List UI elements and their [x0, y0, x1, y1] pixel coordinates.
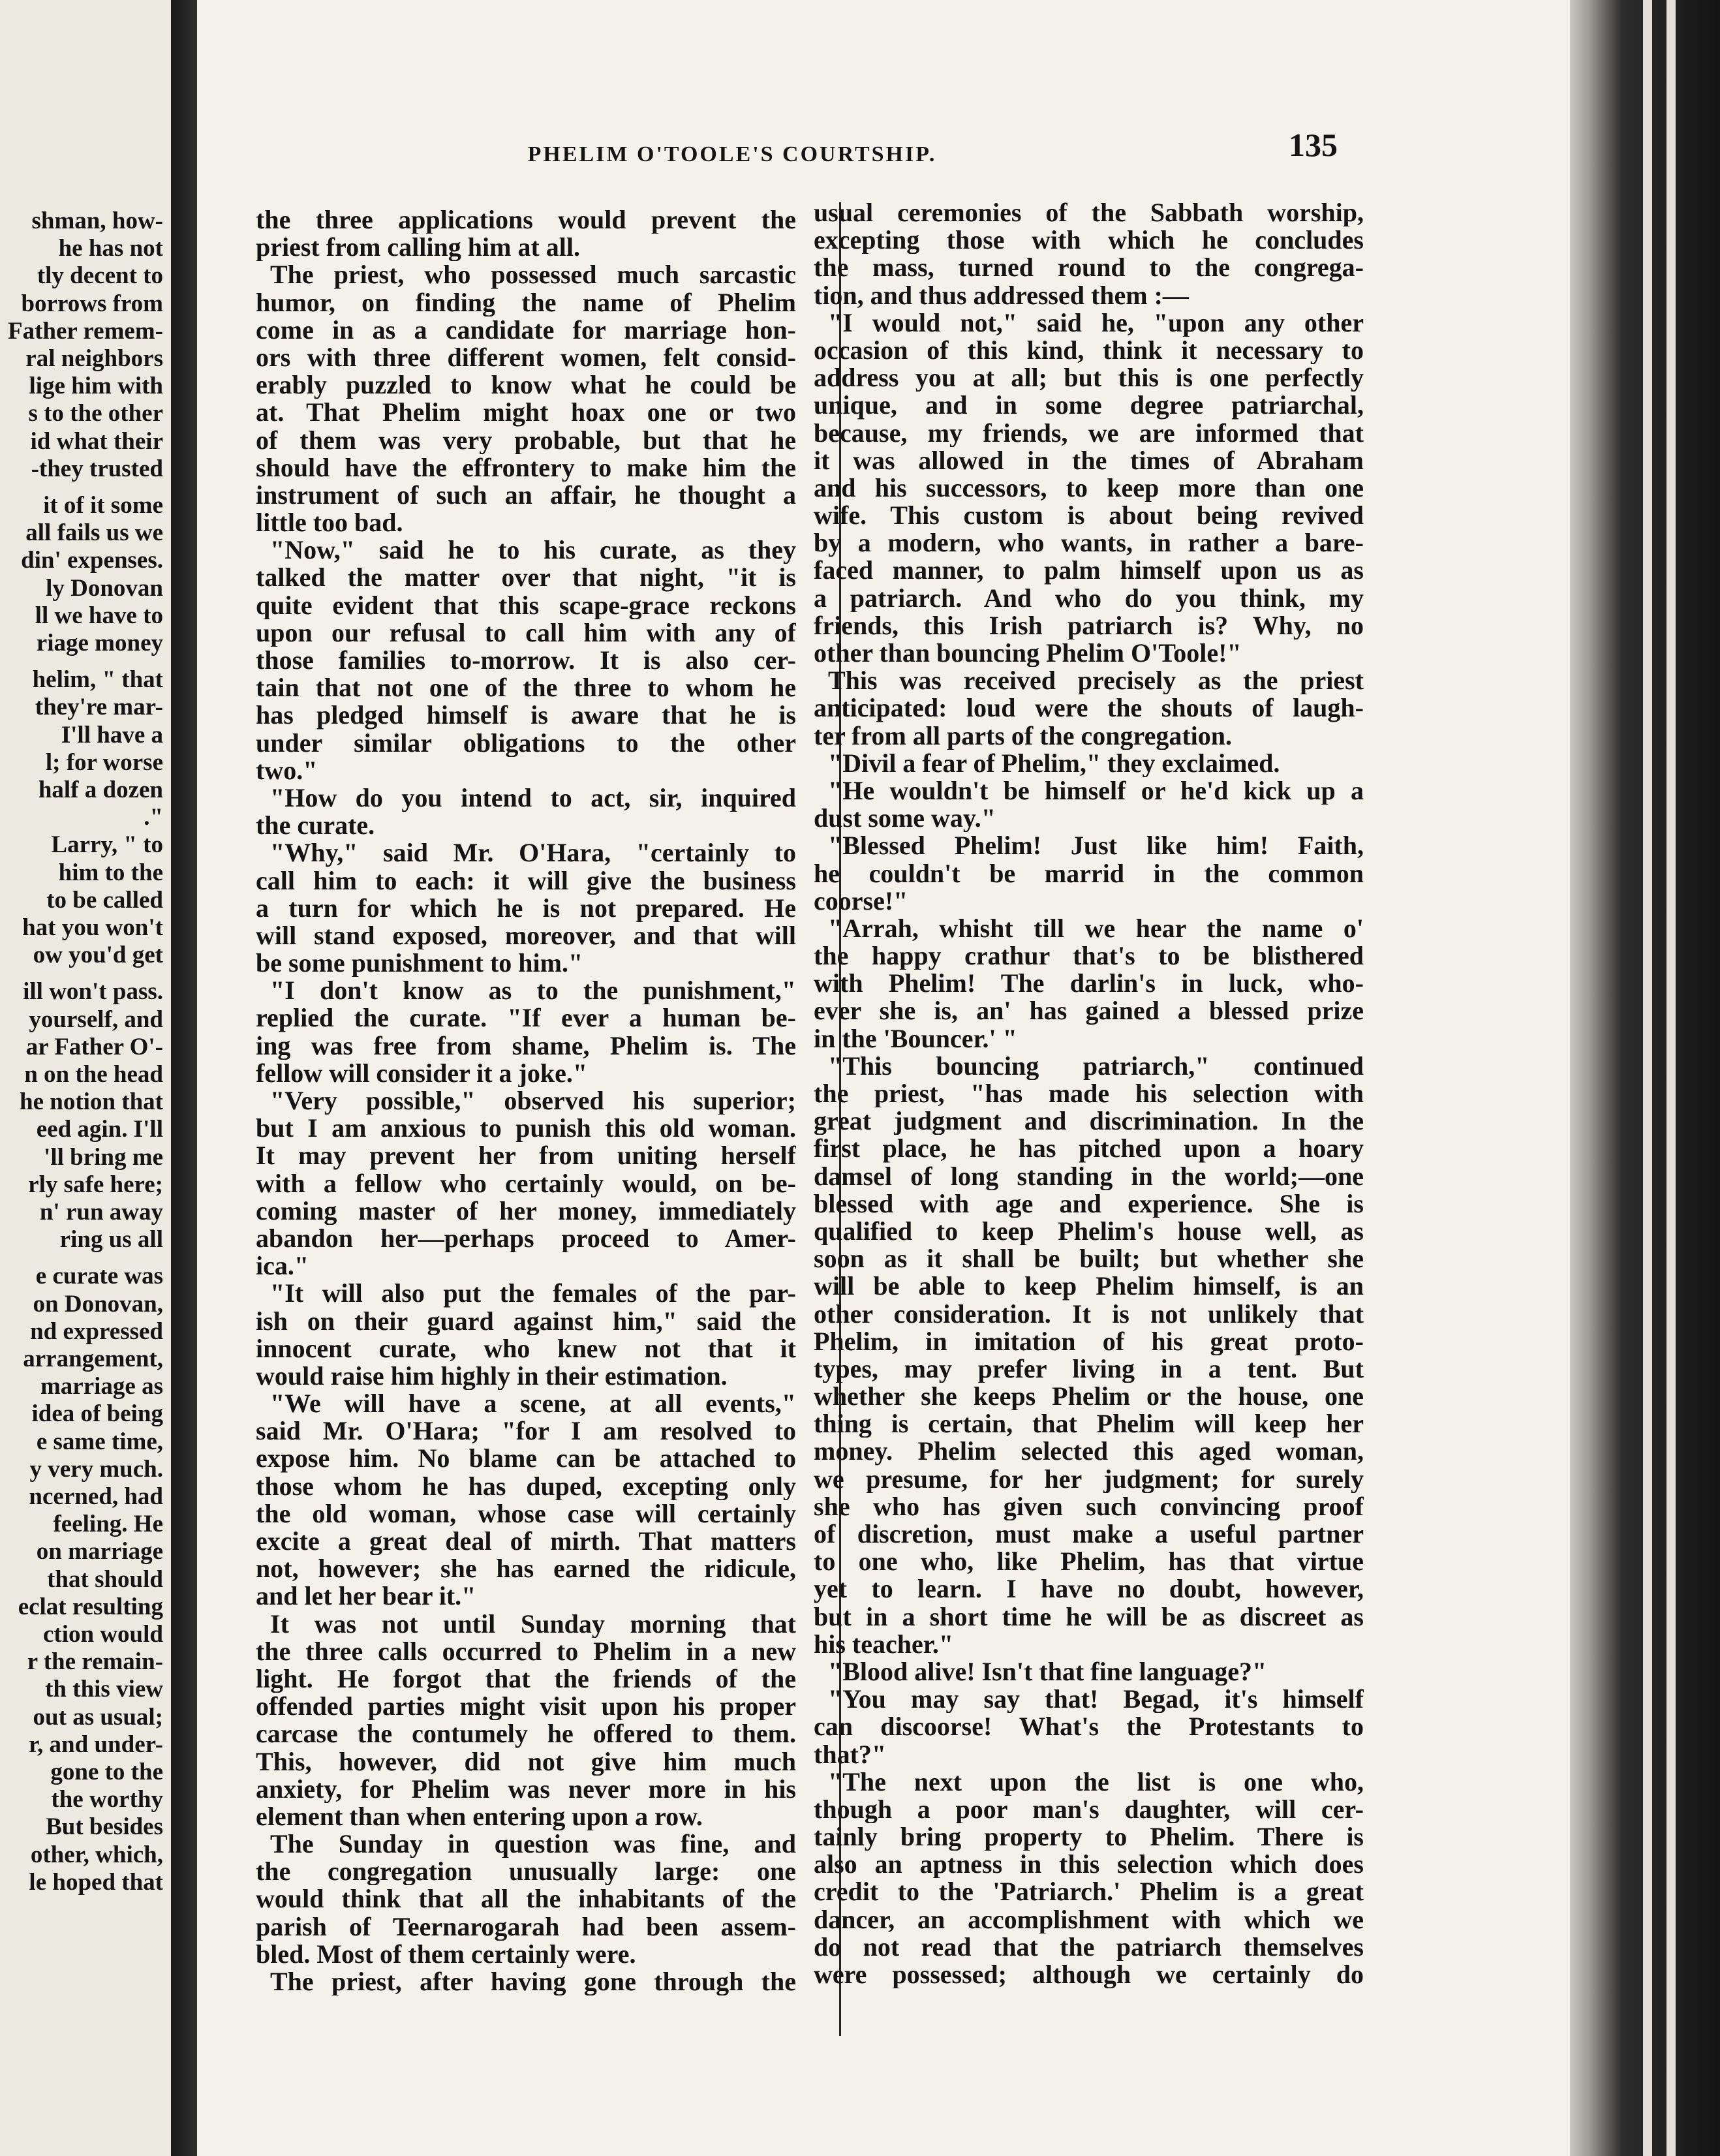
text-line: the mass, turned round to the congrega-: [814, 254, 1364, 282]
text-line: usual ceremonies of the Sabbath worship,: [814, 199, 1364, 227]
text-line: "This bouncing patriarch," continued: [828, 1052, 1364, 1080]
text-line: a patriarch. And who do you think, my: [814, 584, 1364, 612]
text-line: his teacher.": [814, 1630, 954, 1658]
page-edge: [1570, 0, 1720, 2156]
text-line: tain that not one of the three to whom he: [256, 674, 796, 702]
text-line: types, may prefer living in a tent. But: [814, 1355, 1364, 1383]
fragment-line: r, and under-: [29, 1731, 163, 1758]
text-line: and his successors, to keep more than one: [814, 474, 1364, 502]
fragment-line: -they trusted: [31, 455, 163, 482]
text-line: yet to learn. I have no doubt, however,: [814, 1575, 1364, 1603]
text-line: wife. This custom is about being revived: [814, 502, 1364, 530]
book-gutter: [171, 0, 197, 2156]
text-line: excite a great deal of mirth. That matters: [256, 1528, 796, 1556]
text-line: will stand exposed, moreover, and that will: [256, 921, 796, 950]
text-line: dancer, an accomplishment with which we: [814, 1905, 1364, 1933]
text-line: anticipated: loud were the shouts of laugh-: [814, 694, 1364, 722]
text-line: "Why," said Mr. O'Hara, "certainly to: [270, 839, 796, 867]
fragment-line: to be called: [46, 886, 163, 914]
text-line: first place, he has pitched upon a hoary: [814, 1135, 1364, 1163]
fragment-line: din' expenses.: [21, 547, 163, 574]
text-line: "I don't know as to the punishment,": [270, 977, 796, 1005]
fragment-line: it of it some: [43, 492, 163, 519]
text-line: address you at all; but this is one perfectly: [814, 364, 1364, 392]
text-line: a turn for which he is not prepared. He: [256, 894, 796, 922]
text-line: thing is certain, that Phelim will keep her: [814, 1410, 1364, 1438]
text-line: money. Phelim selected this aged woman,: [814, 1438, 1364, 1466]
fragment-line: on marriage: [36, 1538, 163, 1565]
text-line: said Mr. O'Hara; "for I am resolved to: [256, 1417, 796, 1445]
text-line: "Now," said he to his curate, as they: [270, 536, 796, 564]
text-line: instrument of such an affair, he thought a: [256, 481, 796, 510]
text-line: it was allowed in the times of Abraham: [814, 446, 1364, 474]
fragment-line: half a dozen: [38, 777, 163, 803]
text-line: upon our refusal to call him with any of: [256, 619, 796, 647]
fragment-line: s to the other: [28, 400, 163, 427]
text-line: qualified to keep Phelim's house well, as: [814, 1217, 1364, 1246]
text-line: erably puzzled to know what he could be: [256, 371, 796, 399]
fragment-line: ly Donovan: [46, 574, 163, 602]
fragment-line: riage money: [36, 630, 163, 656]
text-line: the curate.: [256, 812, 375, 840]
text-line: he couldn't be marrid in the common: [814, 859, 1364, 887]
fragment-line: th this view: [45, 1676, 163, 1703]
text-line: abandon her—perhaps proceed to Amer-: [256, 1224, 796, 1253]
text-line: "He wouldn't be himself or he'd kick up a: [828, 777, 1364, 805]
fragment-line: eclat resulting: [18, 1593, 163, 1620]
text-line: fellow will consider it a joke.": [256, 1059, 588, 1087]
fragment-line: 'll bring me: [44, 1143, 163, 1171]
text-line: be some punishment to him.": [256, 949, 583, 978]
fragment-line: helim, " that: [32, 666, 163, 694]
fragment-line: hat you won't: [22, 914, 163, 941]
text-line: whether she keeps Phelim or the house, one: [814, 1383, 1364, 1411]
text-line: "It will also put the females of the par-: [270, 1280, 796, 1308]
fragment-line: eed agin. I'll: [36, 1116, 163, 1143]
text-line: "Blessed Phelim! Just like him! Faith,: [828, 832, 1364, 860]
fragment-line: id what their: [30, 427, 163, 455]
fragment-line: n' run away: [39, 1199, 163, 1225]
fragment-line: arrangement,: [23, 1346, 163, 1372]
text-line: occasion of this kind, think it necessary to: [814, 336, 1364, 365]
fragment-line: that should: [47, 1565, 163, 1593]
text-line: blessed with age and experience. She is: [814, 1190, 1364, 1218]
text-line: priest from calling him at all.: [256, 234, 580, 262]
text-line: the three applications would prevent the: [256, 206, 796, 234]
fragment-line: feeling. He: [53, 1511, 163, 1538]
fragment-line: .": [144, 804, 163, 831]
text-line: the congregation unusually large: one: [256, 1858, 796, 1886]
text-line: tainly bring property to Phelim. There is: [814, 1823, 1364, 1851]
text-line: were possessed; although we certainly do: [814, 1961, 1364, 1989]
text-line: The priest, who possessed much sarcastic: [270, 261, 796, 289]
text-line: "How do you intend to act, sir, inquired: [270, 784, 796, 812]
text-line: coming master of her money, immediately: [256, 1197, 796, 1225]
facing-page-fragment: [0, 0, 171, 2156]
text-line: can discoorse! What's the Protestants to: [814, 1713, 1364, 1741]
text-line: great judgment and discrimination. In the: [814, 1107, 1364, 1135]
fragment-line: the worthy: [51, 1786, 163, 1813]
text-line: dust some way.": [814, 805, 996, 833]
text-line: would think that all the inhabitants of the: [256, 1885, 796, 1913]
text-line: carcase the contumely he offered to them.: [256, 1720, 796, 1748]
fragment-line: I'll have a: [61, 721, 163, 748]
page-number: 135: [1289, 127, 1338, 163]
text-line: will be able to keep Phelim himself, is an: [814, 1272, 1364, 1301]
text-line: call him to each: it will give the business: [256, 867, 796, 895]
text-line: but in a short time he will be as discreet as: [814, 1603, 1364, 1631]
text-line: friends, this Irish patriarch is? Why, no: [814, 611, 1364, 639]
text-line: element than when entering upon a row.: [256, 1802, 703, 1831]
text-line: the happy crathur that's to be blisthered: [814, 942, 1364, 970]
text-line: and let her bear it.": [256, 1582, 476, 1610]
fragment-line: Father remem-: [8, 317, 163, 345]
fragment-line: nd expressed: [30, 1317, 163, 1345]
fragment-line: shman, how-: [31, 208, 163, 234]
text-column-right: [814, 199, 1364, 1988]
text-line: of discretion, must make a useful partner: [814, 1520, 1364, 1548]
text-line: This was received precisely as the priest: [828, 667, 1364, 695]
text-line: those whom he has duped, excepting only: [256, 1472, 796, 1500]
fragment-line: ll we have to: [35, 602, 163, 629]
text-line: anxiety, for Phelim was never more in his: [256, 1775, 796, 1803]
fragment-line: ction would: [42, 1621, 163, 1648]
text-line: the old woman, whose case will certainly: [256, 1500, 796, 1528]
fragment-line: ar Father O'-: [25, 1033, 163, 1060]
text-line: ors with three different women, felt consid-: [256, 343, 796, 372]
text-line: credit to the 'Patriarch.' Phelim is a great: [814, 1878, 1364, 1906]
text-line: "Divil a fear of Phelim," they exclaimed.: [828, 749, 1280, 777]
fragment-line: r the remain-: [27, 1648, 163, 1676]
text-line: with a fellow who certainly would, on be-: [256, 1169, 796, 1197]
fragment-line: him to the: [58, 859, 163, 886]
fragment-line: all fails us we: [25, 519, 163, 547]
fragment-line: he notion that: [20, 1088, 163, 1116]
text-line: come in as a candidate for marriage hon-: [256, 316, 796, 344]
text-line: parish of Teernarogarah had been assem-: [256, 1913, 796, 1941]
fragment-line: out as usual;: [33, 1703, 163, 1731]
page-edge-stripe: [1666, 0, 1676, 2156]
fragment-line: ring us all: [59, 1226, 163, 1254]
fragment-line: e curate was: [35, 1263, 163, 1290]
text-line: the priest, "has made his selection with: [814, 1080, 1364, 1108]
text-line: we presume, for her judgment; for surely: [814, 1465, 1364, 1493]
text-line: with Phelim! The darlin's in luck, who-: [814, 970, 1364, 998]
text-line: those families to-morrow. It is also cer-: [256, 647, 796, 675]
fragment-line: borrows from: [21, 290, 163, 317]
text-line: at. That Phelim might hoax one or two: [256, 399, 796, 427]
text-line: has pledged himself is aware that he is: [256, 701, 796, 730]
fragment-line: rly safe here;: [28, 1171, 163, 1198]
text-line: by a modern, who wants, in rather a bare-: [814, 529, 1364, 557]
text-line: but I am anxious to punish this old woman.: [256, 1115, 796, 1143]
fragment-line: ill won't pass.: [23, 978, 163, 1006]
text-line: The priest, after having gone through the: [270, 1968, 796, 1996]
text-line: "We will have a scene, at all events,": [270, 1390, 796, 1418]
fragment-line: other, which,: [30, 1841, 163, 1868]
text-line: replied the curate. "If ever a human be-: [256, 1004, 796, 1032]
text-line: coorse!": [814, 887, 908, 915]
text-line: bled. Most of them certainly were.: [256, 1940, 636, 1968]
text-line: "Arrah, whisht till we hear the name o': [828, 914, 1364, 943]
text-line: ing was free from shame, Phelim is. The: [256, 1032, 796, 1060]
text-line: ish on their guard against him," said the: [256, 1307, 796, 1335]
text-line: other than bouncing Phelim O'Toole!": [814, 639, 1242, 668]
text-line: The Sunday in question was fine, and: [270, 1830, 796, 1858]
text-line: innocent curate, who knew not that it: [256, 1334, 796, 1363]
text-line: she who has given such convincing proof: [814, 1492, 1364, 1520]
fragment-line: l; for worse: [45, 748, 163, 776]
text-line: little too bad.: [256, 509, 403, 537]
text-line: do not read that the patriarch themselves: [814, 1933, 1364, 1961]
text-line: This, however, did not give him much: [256, 1748, 796, 1776]
fragment-line: tly decent to: [37, 262, 163, 290]
text-line: humor, on finding the name of Phelim: [256, 288, 796, 316]
text-line: that?": [814, 1740, 887, 1768]
fragment-line: Larry, " to: [51, 831, 163, 859]
text-line: talked the matter over that night, "it is: [256, 564, 796, 592]
text-line: unique, and in some degree patriarchal,: [814, 392, 1364, 420]
text-line: It was not until Sunday morning that: [270, 1610, 796, 1638]
text-line: "I would not," said he, "upon any other: [828, 309, 1364, 337]
text-line: would raise him highly in their estimation.: [256, 1362, 728, 1391]
text-line: ever she is, an' has gained a blessed prize: [814, 997, 1364, 1025]
fragment-line: on Donovan,: [33, 1290, 163, 1317]
text-line: It may prevent her from uniting herself: [256, 1142, 796, 1170]
text-line: expose him. No blame can be attached to: [256, 1445, 796, 1473]
text-line: "Blood alive! Isn't that fine language?": [828, 1657, 1267, 1686]
fragment-line: he has not: [58, 235, 163, 262]
text-line: soon as it shall be built; but whether she: [814, 1245, 1364, 1273]
text-line: the three calls occurred to Phelim in a new: [256, 1637, 796, 1665]
text-line: "You may say that! Begad, it's himself: [828, 1686, 1364, 1714]
text-line: two.": [256, 756, 318, 784]
text-line: ter from all parts of the congregation.: [814, 722, 1232, 750]
text-line: excepting those with which he concludes: [814, 226, 1364, 254]
running-head: PHELIM O'TOOLE'S COURTSHIP.: [527, 142, 937, 166]
text-line: under similar obligations to the other: [256, 729, 796, 757]
text-line: though a poor man's daughter, will cer-: [814, 1795, 1364, 1824]
fragment-line: they're mar-: [35, 694, 163, 721]
text-line: light. He forgot that the friends of the: [256, 1665, 796, 1693]
text-line: offended parties might visit upon his proper: [256, 1693, 796, 1721]
fragment-line: yourself, and: [29, 1006, 163, 1033]
text-line: should have the effrontery to make him the: [256, 454, 796, 482]
text-line: also an aptness in this selection which does: [814, 1851, 1364, 1879]
fragment-line: But besides: [46, 1813, 163, 1841]
fragment-line: ow you'd get: [33, 942, 163, 969]
text-line: tion, and thus addressed them :—: [814, 281, 1189, 309]
fragment-line: ral neighbors: [25, 345, 163, 372]
text-line: to one who, like Phelim, has that virtue: [814, 1548, 1364, 1576]
fragment-line: n on the head: [24, 1061, 163, 1088]
text-line: other consideration. It is not unlikely that: [814, 1300, 1364, 1328]
text-line: because, my friends, we are informed that: [814, 419, 1364, 447]
text-line: Phelim, in imitation of his great proto-: [814, 1327, 1364, 1355]
text-line: "Very possible," observed his superior;: [270, 1087, 796, 1115]
fragment-line: le hoped that: [29, 1868, 163, 1896]
fragment-line: ncerned, had: [29, 1483, 163, 1510]
fragment-line: idea of being: [31, 1400, 163, 1428]
fragment-line: e same time,: [36, 1428, 163, 1455]
page-edge-stripe: [1643, 0, 1652, 2156]
text-line: faced manner, to palm himself upon us as: [814, 557, 1364, 585]
text-line: of them was very probable, but that he: [256, 426, 796, 454]
fragment-line: lige him with: [29, 373, 163, 400]
text-line: in the 'Bouncer.' ": [814, 1024, 1017, 1053]
fragment-line: gone to the: [50, 1759, 163, 1785]
fragment-line: y very much.: [29, 1455, 163, 1483]
text-line: damsel of long standing in the world;—one: [814, 1162, 1364, 1190]
text-line: ica.": [256, 1252, 309, 1280]
fragment-line: marriage as: [40, 1373, 163, 1400]
text-line: "The next upon the list is one who,: [828, 1768, 1364, 1796]
text-column-left: [256, 206, 796, 1995]
text-line: quite evident that this scape-grace reckons: [256, 591, 796, 619]
text-line: not, however; she has earned the ridicule,: [256, 1555, 796, 1583]
